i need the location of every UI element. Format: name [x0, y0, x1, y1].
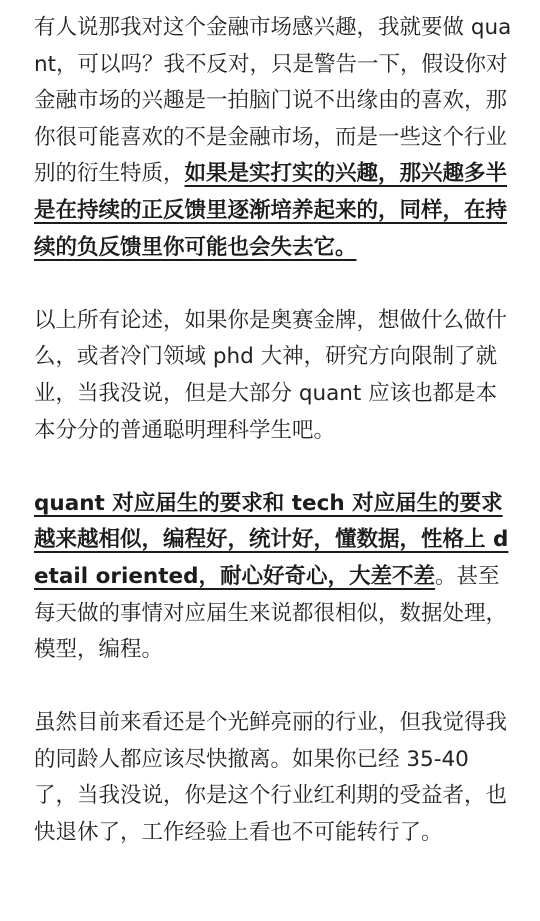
paragraph-text: 。甚至每天做的事情对应届生来说都很相似，数据处理，模型，编程。: [34, 563, 508, 663]
paragraph-requirements: [34, 486, 512, 669]
paragraph-text: 虽然目前来看还是个光鲜亮丽的行业，但我觉得我的同龄人都应该尽快撤离。如果你已经 35-40 了，当我没说，你是这个行业红利期的受益者，也快退休了，工作经验上看也不可能转行了。: [34, 710, 508, 846]
paragraph-quant-interest: [34, 10, 512, 266]
paragraph-spacer: [34, 266, 512, 303]
emphasized-text: 如果是实打实的兴趣，那兴趣多半是在持续的正反馈里逐渐培养起来的，同样，在持续的负反馈里你可能也会失去它。: [34, 161, 508, 260]
paragraph-spacer: [34, 449, 512, 486]
paragraph-text: 有人说那我对这个金融市场感兴趣，我就要做 quant，可以吗？我不反对，只是警告一下，假设你对金融市场的兴趣是一拍脑门说不出缘由的喜欢，那你很可能喜欢的不是金融市场，而是一些这个行业别的衍生特质，: [34, 15, 512, 187]
paragraph-industry-outlook: [34, 705, 512, 851]
paragraph-spacer: [34, 669, 512, 706]
paragraph-disclaimer: [34, 303, 512, 449]
emphasized-text: quant 对应届生的要求和 tech 对应届生的要求越来越相似，编程好，统计好，懂数据，性格上 detail oriented，耐心好奇心，大差不差: [34, 490, 509, 589]
paragraph-text: 以上所有论述，如果你是奥赛金牌，想做什么做什么，或者冷门领域 phd 大神，研究方向限制了就业，当我没说，但是大部分 quant 应该也都是本本分分的普通聪明理科学生吧。: [34, 307, 508, 443]
article-body: [34, 10, 512, 852]
